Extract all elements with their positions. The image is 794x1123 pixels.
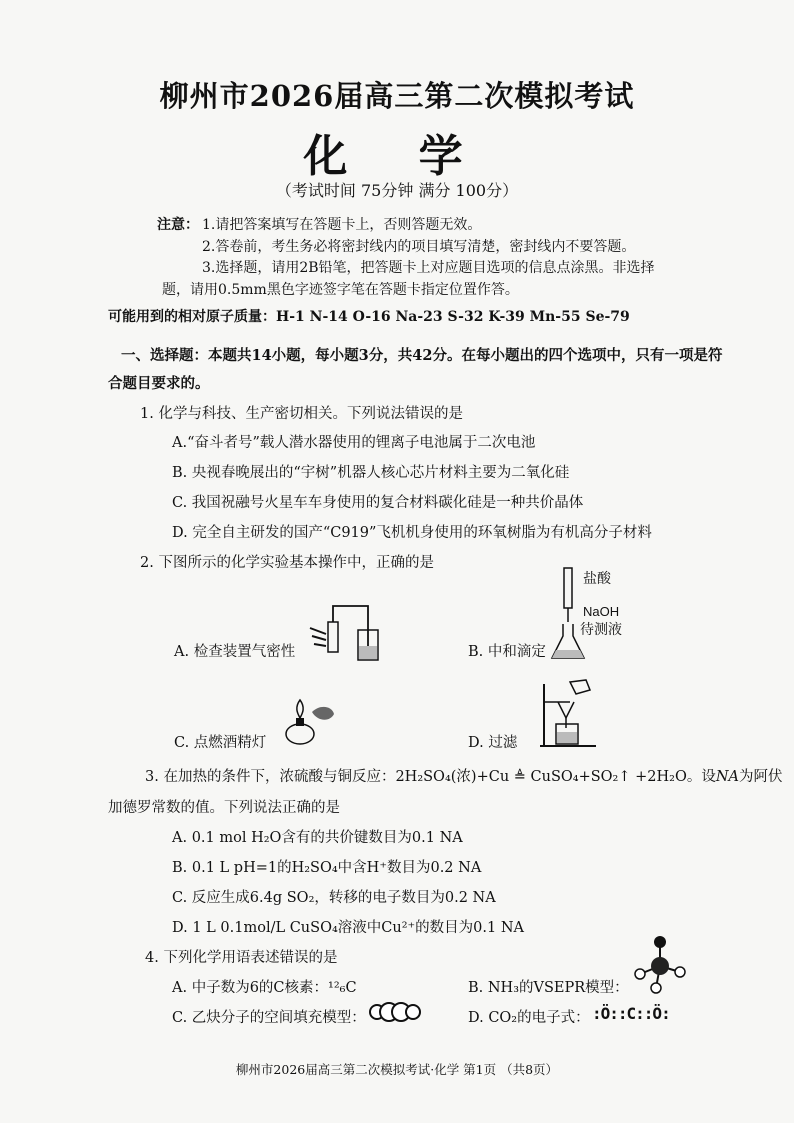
q4-option-b[interactable]: B. NH₃的VSEPR模型： (468, 980, 629, 996)
notice-item-2: 2.答卷前，考生务必将密封线内的项目填写清楚，密封线内不要答题。 (202, 239, 636, 255)
q4-option-d[interactable]: D. CO₂的电子式： (468, 1010, 590, 1026)
acetylene-space-filling-model (368, 1000, 422, 1024)
q3-option-d[interactable]: D. 1 L 0.1mol/L CuSO₄溶液中Cu²⁺的数目为0.1 NA (172, 920, 524, 936)
q2-option-d[interactable]: D. 过滤 (468, 735, 518, 751)
q2-stem: 2. 下图所示的化学实验基本操作中，正确的是 (140, 555, 434, 571)
q1-option-d[interactable]: D. 完全自主研发的国产“C919”飞机机身使用的环氧树脂为有机高分子材料 (172, 525, 652, 541)
q3-option-c[interactable]: C. 反应生成6.4g SO₂，转移的电子数目为0.2 NA (172, 890, 496, 906)
nh3-vsepr-model (630, 932, 690, 998)
q2-option-a[interactable]: A. 检查装置气密性 (174, 644, 296, 660)
label-test-solution: 待测液 (580, 622, 622, 638)
exam-title: 柳州市2026届高三第二次模拟考试 (159, 79, 635, 113)
q3-stem-part1: 3. 在加热的条件下，浓硫酸与铜反应：2H₂SO₄(浓)+Cu ≜ CuSO₄+SO₂↑ +2H₂O。设 (145, 769, 716, 785)
q3-option-b[interactable]: B. 0.1 L pH=1的H₂SO₄中含H⁺数目为0.2 NA (172, 860, 482, 876)
q1-stem: 1. 化学与科技、生产密切相关。下列说法错误的是 (140, 406, 463, 422)
q2-option-c[interactable]: C. 点燃酒精灯 (174, 735, 267, 751)
notice-item-4: 题，请用0.5mm黑色字迹签字笔在答题卡指定位置作答。 (162, 282, 519, 298)
q3-stem-line2: 加德罗常数的值。下列说法正确的是 (108, 800, 340, 816)
airtight-check-figure (306, 600, 380, 668)
q1-option-a[interactable]: A.“奋斗者号”载人潜水器使用的锂离子电池属于二次电池 (172, 435, 536, 451)
label-naoh: NaOH (583, 604, 620, 619)
q2-option-b[interactable]: B. 中和滴定 (468, 644, 546, 660)
notice-label: 注意： (157, 217, 199, 233)
titration-figure (548, 566, 588, 662)
co2-electron-formula: :Ö::C::Ö: (592, 1004, 670, 1023)
atomic-masses: 可能用到的相对原子质量：H-1 N-14 O-16 Na-23 S-32 K-39 Mn-55 Se-79 (108, 309, 630, 325)
q4-stem: 4. 下列化学用语表述错误的是 (145, 950, 338, 966)
q3-stem-line1 (145, 765, 783, 786)
label-hydrochloric-acid: 盐酸 (583, 571, 611, 587)
page-footer: 柳州市2026届高三第二次模拟考试·化学 第1页 （共8页） (235, 1062, 559, 1077)
section1-line1: 一、选择题：本题共14小题，每小题3分，共42分。在每小题出的四个选项中，只有一项是符 (121, 347, 723, 364)
q3-na-symbol: NA (715, 769, 740, 785)
q3-option-a[interactable]: A. 0.1 mol H₂O含有的共价键数目为0.1 NA (172, 830, 463, 846)
q4-option-c[interactable]: C. 乙炔分子的空间填充模型： (172, 1010, 366, 1026)
notice-item-1: 1.请把答案填写在答题卡上，否则答题无效。 (202, 217, 482, 233)
notice-item-3: 3.选择题，请用2B铅笔，把答题卡上对应题目选项的信息点涂黑。非选择 (202, 260, 655, 276)
exam-time-info: （考试时间 75分钟 满分 100分） (275, 181, 519, 200)
section1-line2: 合题目要求的。 (108, 375, 210, 392)
filtration-figure (530, 676, 600, 748)
alcohol-lamp-figure (282, 694, 338, 750)
q4-option-a[interactable]: A. 中子数为6的C核素：¹²₆C (172, 980, 357, 996)
q1-option-c[interactable]: C. 我国祝融号火星车车身使用的复合材料碳化硅是一种共价晶体 (172, 495, 584, 511)
subject-title: 化 学 (303, 131, 491, 182)
q3-stem-part2: 为阿伏 (739, 769, 783, 785)
q1-option-b[interactable]: B. 央视春晚展出的“宇树”机器人核心芯片材料主要为二氧化硅 (172, 465, 570, 481)
